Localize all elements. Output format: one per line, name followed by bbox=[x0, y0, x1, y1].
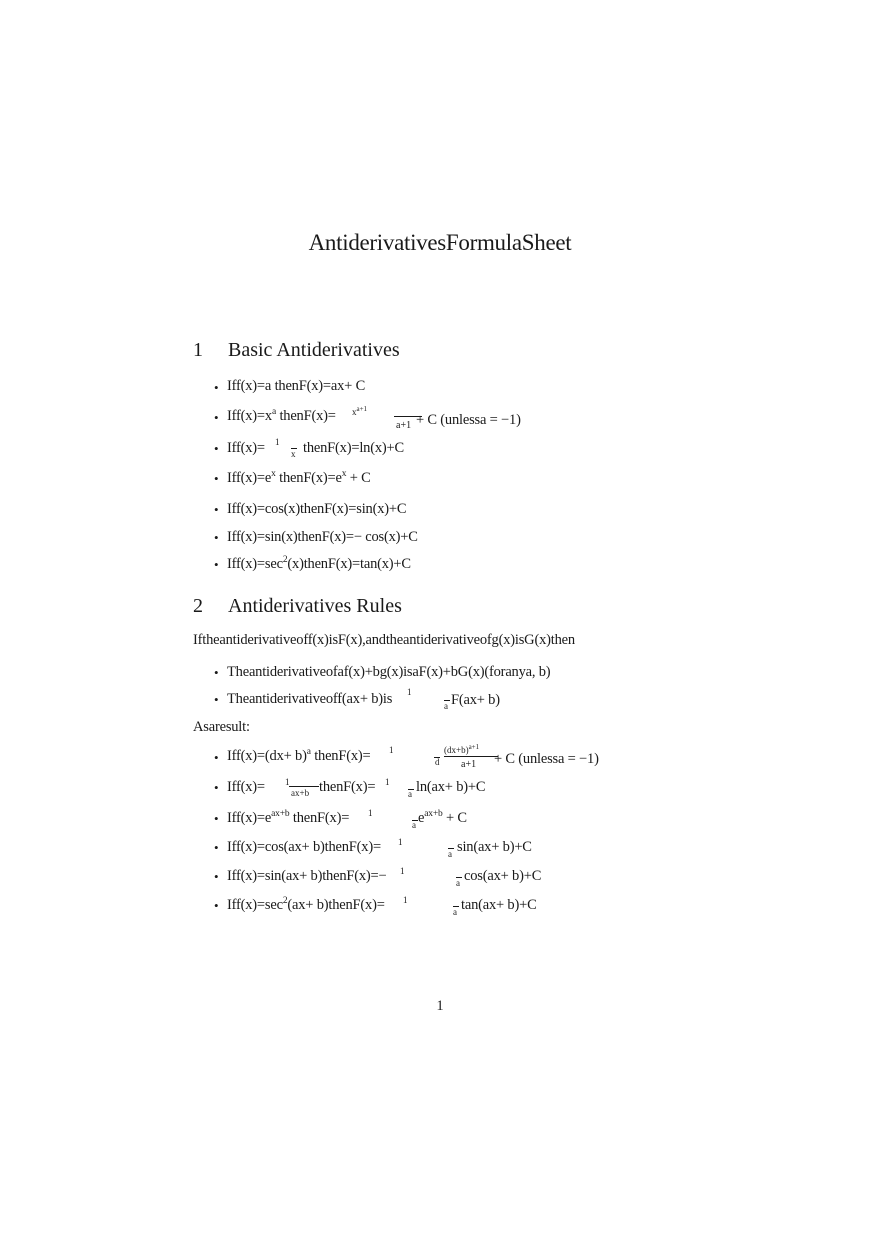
formula-line: sin(ax+ b)+C bbox=[457, 839, 532, 855]
bullet-icon: • bbox=[214, 692, 219, 707]
fraction-numerator: 1 bbox=[398, 837, 403, 847]
bullet-icon: • bbox=[214, 780, 219, 795]
formula-line: thenF(x)= bbox=[319, 779, 376, 795]
section-2-heading bbox=[193, 595, 402, 618]
fraction-numerator: $(dx+b)^{a+1}$ bbox=[444, 743, 480, 755]
formula-line: $Iff(x)=x^a$ thenF(x)= bbox=[227, 407, 336, 424]
paragraph: Asaresult: bbox=[193, 719, 250, 735]
bullet-icon: • bbox=[214, 471, 219, 486]
formula-line: Iff(x)=cos(x)thenF(x)=sin(x)+C bbox=[227, 501, 407, 517]
bullet-icon: • bbox=[214, 502, 219, 517]
formula-line: $Iff(x)=\sec^2(ax+$ b)thenF(x)= bbox=[227, 896, 385, 913]
bullet-icon: • bbox=[214, 898, 219, 913]
fraction-numerator: 1 bbox=[407, 687, 412, 697]
bullet-icon: • bbox=[214, 380, 219, 395]
formula-line: $Iff(x)=\sec^2(x)thenF(x)=\tan(x)+C$ bbox=[227, 555, 411, 572]
fraction-denominator: a bbox=[444, 701, 448, 711]
formula-line: tan(ax+ b)+C bbox=[461, 897, 537, 913]
formula-line: Iff(x)= bbox=[227, 440, 265, 456]
fraction-bar bbox=[289, 786, 319, 787]
page-number: 1 bbox=[436, 998, 444, 1014]
fraction-denominator: d bbox=[435, 757, 440, 767]
bullet-icon: • bbox=[214, 557, 219, 572]
bullet-icon: • bbox=[214, 750, 219, 765]
formula-line: $e^{ax+b} + C$ bbox=[418, 809, 467, 826]
bullet-icon: • bbox=[214, 840, 219, 855]
formula-line: Iff(x)= bbox=[227, 779, 265, 795]
fraction-denominator: x bbox=[291, 449, 296, 459]
bullet-icon: • bbox=[214, 410, 219, 425]
formula-line: $Iff(x)=e^{ax+b}$ thenF(x)= bbox=[227, 809, 350, 826]
bullet-icon: • bbox=[214, 441, 219, 456]
formula-line: + C (unlessa = −1) bbox=[494, 751, 599, 767]
section-1-heading bbox=[193, 339, 400, 362]
formula-line: Iff(x)=a thenF(x)=ax+ C bbox=[227, 378, 366, 394]
fraction-numerator: 1 bbox=[275, 437, 280, 447]
fraction-bar bbox=[444, 756, 498, 757]
fraction-denominator: a bbox=[412, 820, 416, 830]
paragraph: Iftheantiderivativeoff(x)isF(x),andtheantiderivativeofg(x)isG(x)then bbox=[193, 632, 575, 648]
fraction-denominator: a+1 bbox=[396, 420, 412, 431]
formula-line: Theantiderivativeoff(ax+ b)is bbox=[227, 691, 393, 707]
fraction-denominator: a bbox=[453, 907, 457, 917]
fraction-denominator: a+1 bbox=[461, 759, 477, 770]
fraction-numerator: 1 bbox=[368, 808, 373, 818]
formula-line: thenF(x)=ln(x)+C bbox=[303, 440, 404, 456]
section-number: 1 bbox=[193, 339, 203, 361]
fraction-numerator: 1 bbox=[403, 895, 408, 905]
formula-line: Theantiderivativeofaf(x)+bg(x)isaF(x)+bG(x)(foranya, b) bbox=[227, 664, 551, 680]
formula-line: cos(ax+ b)+C bbox=[464, 868, 542, 884]
bullet-icon: • bbox=[214, 811, 219, 826]
page-title: AntiderivativesFormulaSheet bbox=[308, 230, 572, 255]
fraction-denominator: a bbox=[408, 789, 412, 799]
formula-line: $Iff(x)=(dx+ b)^a$ thenF(x)= bbox=[227, 747, 371, 764]
formula-line: Iff(x)=sin(x)thenF(x)=− cos(x)+C bbox=[227, 529, 418, 545]
fraction-numerator: 1 bbox=[389, 745, 394, 755]
fraction-numerator: 1 bbox=[285, 777, 290, 787]
formula-line: Iff(x)=sin(ax+ b)thenF(x)=− bbox=[227, 868, 387, 884]
fraction-numerator: 1 bbox=[400, 866, 405, 876]
formula-line: F(ax+ b) bbox=[451, 692, 500, 708]
formula-line: $Iff(x)=e^x$ $thenF(x)=e^x + C$ bbox=[227, 469, 371, 486]
formula-line: ln(ax+ b)+C bbox=[416, 779, 486, 795]
fraction-denominator: a bbox=[456, 878, 460, 888]
fraction-denominator: a bbox=[448, 849, 452, 859]
bullet-icon: • bbox=[214, 869, 219, 884]
formula-line: Iff(x)=cos(ax+ b)thenF(x)= bbox=[227, 839, 381, 855]
section-title: Basic Antiderivatives bbox=[228, 339, 400, 361]
fraction-numerator: $x^{a+1}$ bbox=[352, 405, 368, 417]
bullet-icon: • bbox=[214, 665, 219, 680]
formula-line: + C (unlessa = −1) bbox=[416, 412, 521, 428]
section-number: 2 bbox=[193, 595, 203, 617]
section-title: Antiderivatives Rules bbox=[228, 595, 402, 617]
bullet-icon: • bbox=[214, 530, 219, 545]
fraction-numerator: 1 bbox=[385, 777, 390, 787]
fraction-denominator: ax+b bbox=[291, 788, 310, 798]
